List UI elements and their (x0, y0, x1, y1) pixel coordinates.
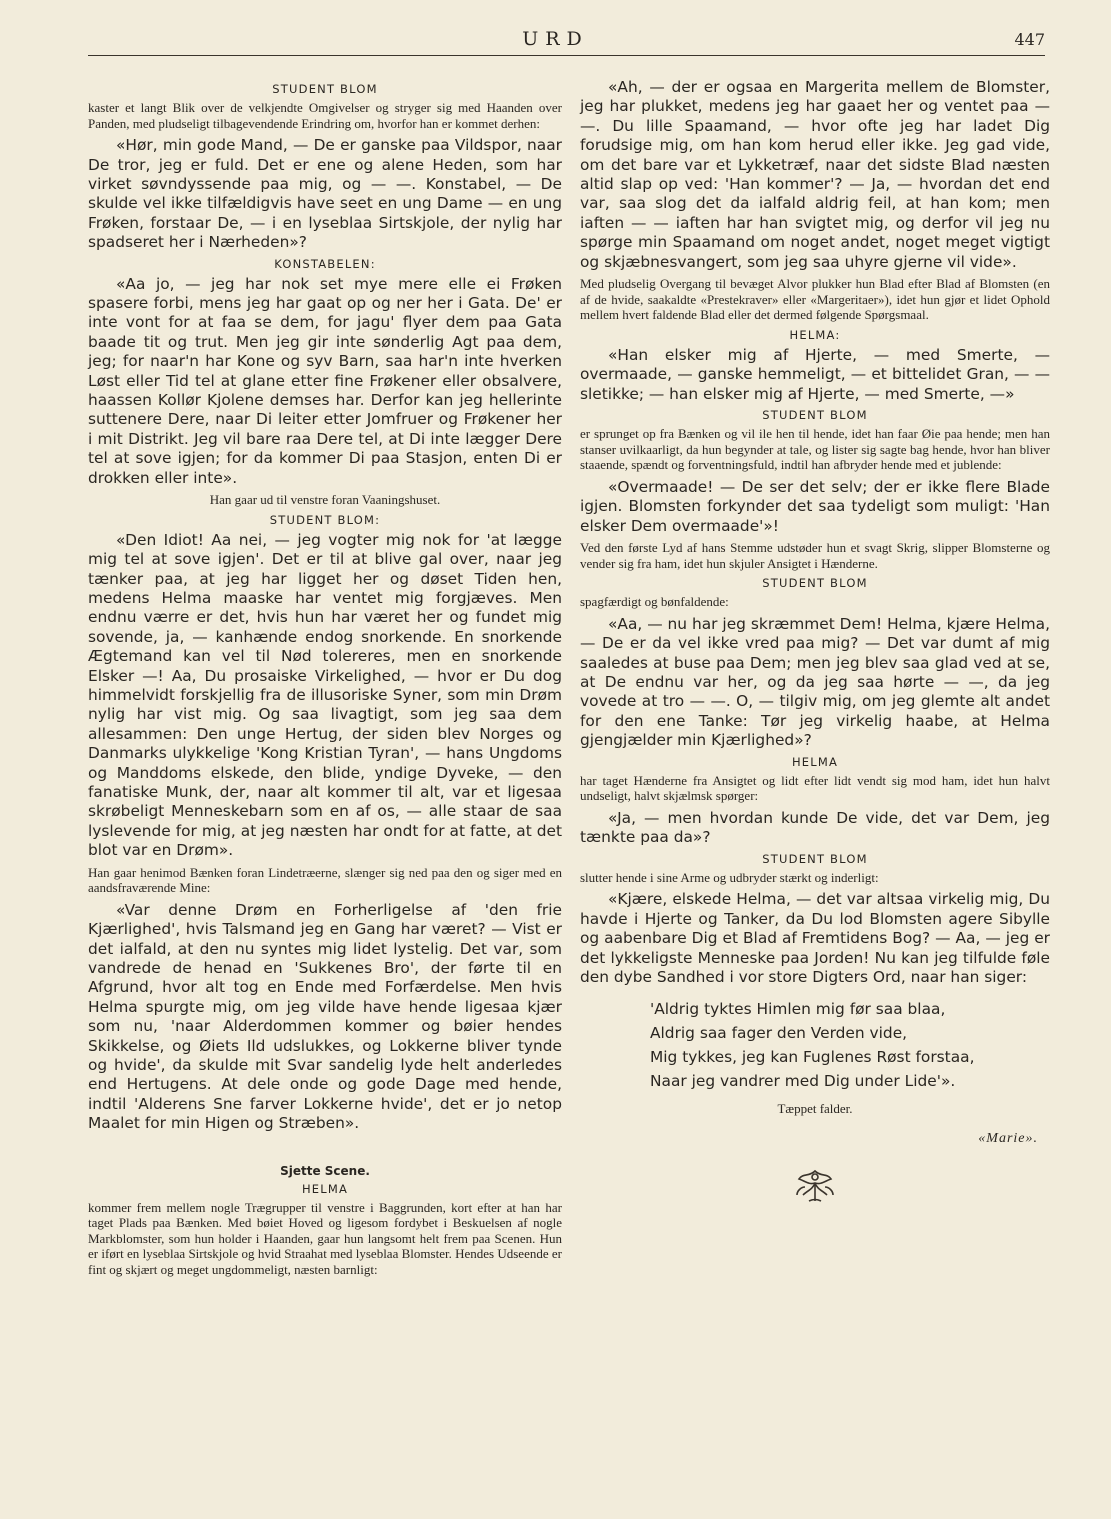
poem-line: Mig tykkes, jeg kan Fuglenes Røst forstaa, (650, 1048, 975, 1067)
poem-line: Aldrig saa fager den Verden vide, (650, 1024, 908, 1043)
floral-vignette-icon (789, 1165, 841, 1209)
poem-line: Naar jeg vandrer med Dig under Lide'». (650, 1072, 956, 1091)
speaker-name: STUDENT BLOM (762, 576, 868, 591)
signature: «Marie». (978, 1131, 1038, 1147)
speaker-name: STUDENT BLOM: (269, 512, 381, 527)
dialogue: «Hør, min gode Mand, — De er ganske paa Vildspor, naar De tror, jeg er fuld. Det er ene og alene Heden, som har virket søvndyssende paa mig, og — —. Konstabel, — De skulde vel ikke tilfældigvis have seet en ung Dame — en ung Frøken, forstaar De, — i en lyseblaa Sirtskjole, der nylig har spadseret her i Nærheden»? (88, 136, 562, 252)
page-number: 447 (1014, 30, 1045, 49)
dialogue: «Ah, — der er ogsaa en Margerita mellem de Blomster, jeg har plukket, medens jeg har gaaet her og ventet paa — —. Du lille Spaamand, — hvor ofte jeg har ladet Dig forudsige mig, om han kom herud eller ikke. Jeg gad vide, om det bare var et Lykketræf, naar det sidste Blad næsten altid slap op ved: 'Han kommer'? — Ja, — hvordan det end var, saa slog det da ialfald aldrig feil, at han kom; men iaften — — iaften har han svigtet mig, og derfor vil jeg nu spørge min Spaamand om noget andet, noget meget vigtigt og skjæbnesvangert, som jeg saa uhyre gjerne vil vide». (580, 78, 1050, 271)
stage-direction: spagfærdigt og bønfaldende: (580, 594, 729, 610)
dialogue: «Den Idiot! Aa nei, — jeg vogter mig nok for 'at lægge mig tel at sove igjen'. Det er til at blive gal over, naar jeg tænker paa, at jeg har ligget her og døset Tiden hen, medens Helma maaske har ventet mig forgjæves. Men endnu værre er det, hvis hun har været her og fundet mig sovende, ja, — kanhænde endog snorkende. En snorkende Ægtemand kan vel til Nød tolereres, men en snorkende Elsker —! Aa, Du prosaiske Virkelighed, — hvor er Du dog himmelvidt forskjellig fra de illusoriske Syner, som min Drøm nylig har vist mig. Og saa livagtigt, som jeg saa dem allesammen: Den unge Hertug, der siden blev Norges og Danmarks ulykkelige 'Kong Kristian Tyran', — hans Ungdoms og Manddoms elskede, den blide, yndige Dyveke, — den fanatiske Munk, der, naar alt kommer til alt, var et ligesaa skrøbeligt Menneskebarn som en af os, — alle staar de saa lyslevende for mig, at jeg næsten har ondt for at fatte, at det blot var en Drøm». (88, 530, 562, 860)
stage-direction: slutter hende i sine Arme og udbryder stærkt og inderligt: (580, 869, 879, 885)
speaker-name: HELMA: (789, 327, 841, 342)
stage-direction: kommer frem mellem nogle Trægrupper til venstre i Baggrunden, kort efter at han har taget Plads paa Bænken. Med bøiet Hoved og ligesom fordybet i Beskuelsen af nogle Markblomster, som hun holder i Haanden, gaar hun langsomt helt frem paa Scenen. Hun er iført en lyseblaa Sirtskjole og hvid Straahat med lyseblaa Blomster. Hendes Udseende er fint og skjært og meget ungdommeligt, næsten barnligt: (88, 1199, 562, 1278)
stage-direction: Med pludselig Overgang til bevæget Alvor plukker hun Blad efter Blad af Blomsten (en af de hvide, saakaldte «Prestekraver» eller «Margeritaer»), idet hun gjør et lidet Ophold mellem hvert faldende Blad eller det dermed følgende Spørgsmaal. (580, 276, 1050, 323)
dialogue: «Kjære, elskede Helma, — det var altsaa virkelig mig, Du havde i Hjerte og Tanker, da Du lod Blomsten agere Sibylle og aabenbare Dig et Blad af Fremtidens Bog? — Aa, — jeg er det lykkeligste Menneske paa Jorden! Nu kan jeg tilfulde føle den dybe Sandhed i vor store Digters Ord, naar han siger: (580, 890, 1050, 986)
left-column (88, 78, 562, 1283)
dialogue: «Han elsker mig af Hjerte, — med Smerte, — overmaade, — ganske hemmeligt, — et bittelidet Gran, — — sletikke; — han elsker mig af Hjerte, — med Smerte, —» (580, 345, 1050, 403)
stage-direction: Han gaar henimod Bænken foran Lindetræerne, slænger sig ned paa den og siger med en aandsfraværende Mine: (88, 864, 562, 896)
header-rule (88, 55, 1045, 56)
speaker-name: HELMA (791, 754, 839, 769)
poem (650, 997, 1050, 1093)
speaker-name: HELMA (301, 1181, 349, 1196)
stage-direction: Ved den første Lyd af hans Stemme udstøder hun et svagt Skrig, slipper Blomsterne og vender sig fra ham, idet hun skjuler Ansigtet i Hænderne. (580, 540, 1050, 571)
right-column (580, 78, 1050, 1209)
speaker-name: KONSTABELEN: (274, 256, 376, 271)
stage-direction: kaster et langt Blik over de velkjendte Omgivelser og stryger sig med Haanden over Panden, med pludseligt tilbagevendende Erindring om, hvorfor han er kommet derhen: (88, 100, 562, 131)
stage-direction: er sprunget op fra Bænken og vil ile hen til hende, idet han faar Øie paa hende; men han stanser uvilkaarligt, da hun begynder at tale, og lister sig sagte bag hende, hvor han bliver staaende, spændt og forventningsfuld, indtil han afbryder hende med et jublende: (580, 426, 1050, 473)
journal-title: URD (522, 28, 589, 50)
dialogue: «Aa, — nu har jeg skræmmet Dem! Helma, kjære Helma, — De er da vel ikke vred paa mig? — Det var dumt af mig saaledes at buse paa Dem; men jeg blev saa glad ved at se, at De endnu var her, og da jeg saa hørte — —, da jeg vovede at tro — —. O, — tilgiv mig, om jeg glemte alt andet for den ene Tanke: Tør jeg virkelig haabe, at Helma gjengjælder min Kjærlighed»? (580, 614, 1050, 750)
speaker-name: STUDENT BLOM (762, 851, 868, 866)
speaker-name: STUDENT BLOM (762, 408, 868, 423)
right-column-body (580, 78, 1050, 987)
dialogue: «Var denne Drøm en Forherligelse af 'den frie Kjærlighed', hvis Talsmand jeg en Gang har været? — Vist er det ialfald, at den nu syntes mig lidet lystelig. Det var, som vandrede de henad en 'Sukkenes Bro', der førte til en Afgrund, hvor alt tog en Ende med Forfærdelse. Men hvis Helma spurgte mig, om jeg vilde have hende ligesaa kjær som nu, 'naar Alderdommen kommer og bøier hendes Skikkelse, og Øiets Ild udslukkes, og Lokkerne bliver tynde og hvide', da skulde mit Svar sandelig lyde helt anderledes end Hertugens. At dele onde og gode Dage med hende, indtil 'Alderens Sne farver Lokkerne hvide', det er jo netop Maalet for min Higen og Stræben». (88, 900, 562, 1133)
stage-direction: Han gaar ud til venstre foran Vaaningshuset. (209, 492, 441, 508)
poem-line: 'Aldrig tyktes Himlen mig før saa blaa, (650, 1000, 946, 1019)
stage-direction: har taget Hænderne fra Ansigtet og lidt efter lidt vendt sig mod ham, idet hun halvt undseligt, halvt skjælmsk spørger: (580, 772, 1050, 804)
scene-heading: Sjette Scene. (280, 1163, 370, 1178)
curtain-note: Tæppet falder. (777, 1101, 853, 1117)
dialogue: «Ja, — men hvordan kunde De vide, det var Dem, jeg tænkte paa da»? (580, 808, 1050, 847)
dialogue: «Overmaade! — De ser det selv; der er ikke flere Blade igjen. Blomsten forkynder det saa tydeligt som muligt: 'Han elsker Dem overmaade'»! (580, 477, 1050, 535)
dialogue: «Aa jo, — jeg har nok set mye mere elle ei Frøken spasere forbi, mens jeg har gaat op og ner her i Gata. De' er inte vont for at faa se dem, for jagu' flyer dem paa Gata baade tit og trut. Men jeg gir inte sønderlig Agt paa dem, jeg; for naar'n har Kone og syv Barn, saa har'n inte hverken Løst eller Tid tel at glane etter fine Frøkener eller obsalvere, haassen Kollør Kjolene demses har. Derfor kan jeg hellerinte suttenere Dere, naar Di leiter etter Jomfruer og Frøkener her i mit Distrikt. Jeg vil bare raa Dere tel, at Di inte lægger Dere tel at sove igjen; for da kommer Di paa Stasjon, enten Di er drokken eller inte». (88, 274, 562, 487)
speaker-name: STUDENT BLOM (272, 82, 378, 96)
